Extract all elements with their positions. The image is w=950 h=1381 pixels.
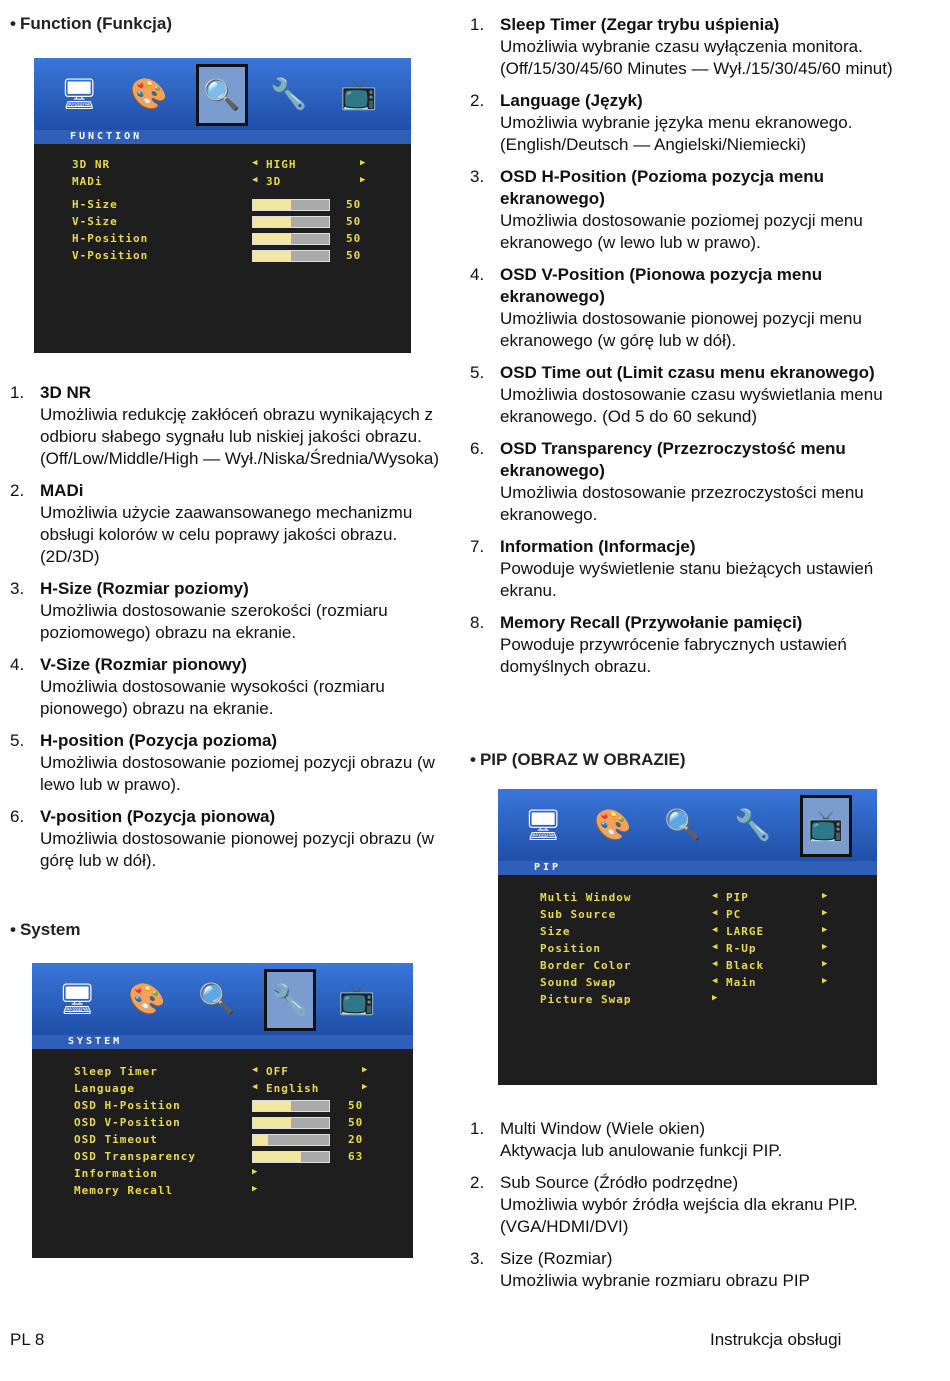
- list-item: [470, 1118, 920, 1162]
- item-title: Sub Source (Źródło podrzędne): [500, 1173, 739, 1192]
- arrow-right-icon: ▶: [822, 925, 829, 935]
- osd-link-label: Information: [74, 1167, 158, 1180]
- osd-row: [498, 976, 877, 990]
- arrow-left-icon: ◀: [252, 158, 259, 168]
- list-item: [10, 578, 440, 644]
- item-title: Memory Recall (Przywołanie pamięci): [500, 613, 803, 632]
- item-number: 1.: [470, 1119, 485, 1138]
- color-palette-icon: 🎨: [130, 77, 168, 111]
- osd-gauge-bar: [252, 216, 330, 228]
- item-number: 6.: [470, 439, 485, 458]
- osd-gauge-value: 50: [346, 198, 362, 211]
- item-number: 4.: [470, 265, 485, 284]
- item-number: 1.: [10, 383, 25, 402]
- arrow-left-icon: ◀: [712, 976, 719, 986]
- osd-pip-screenshot: [498, 789, 877, 1085]
- list-item: [470, 612, 920, 678]
- arrow-right-icon: ▶: [252, 1184, 259, 1194]
- item-number: 3.: [470, 1249, 485, 1268]
- osd-gauge-row: [34, 198, 411, 212]
- osd-gauge-row: [34, 249, 411, 263]
- osd-gauge-fill: [253, 234, 291, 244]
- item-title: Multi Window (Wiele okien): [500, 1119, 705, 1138]
- osd-gauge-label: H-Position: [72, 232, 149, 245]
- osd-gauge-fill: [253, 251, 291, 261]
- arrow-right-icon: ▶: [822, 942, 829, 952]
- osd-row: [498, 925, 877, 939]
- item-description: Umożliwia dostosowanie poziomej pozycji menu ekranowego (w lewo lub w prawo).: [500, 211, 863, 252]
- arrow-right-icon: ▶: [822, 891, 829, 901]
- item-title: Sleep Timer (Zegar trybu uśpienia): [500, 15, 780, 34]
- list-item: [470, 438, 920, 526]
- osd-row-value: English: [266, 1082, 320, 1095]
- tools-system-icon: 🔧: [734, 808, 772, 842]
- osd-row: [498, 891, 877, 905]
- arrow-right-icon: ▶: [360, 175, 367, 185]
- osd-gauge-fill: [253, 1152, 301, 1162]
- osd-gauge-label: H-Size: [72, 198, 118, 211]
- osd-row: [32, 1082, 413, 1096]
- pip-monitor-icon: 📺: [800, 795, 852, 857]
- osd-gauge-label: OSD V-Position: [74, 1116, 181, 1129]
- osd-gauge-value: 50: [346, 232, 362, 245]
- item-title: OSD H-Position (Pozioma pozycja menu ekranowego): [500, 167, 824, 208]
- osd-gauge-value: 50: [346, 215, 362, 228]
- osd-row-label: Sound Swap: [540, 976, 617, 989]
- osd-tab-bar: [32, 963, 413, 1035]
- item-title: Size (Rozmiar): [500, 1249, 613, 1268]
- osd-row-label: Border Color: [540, 959, 632, 972]
- osd-gauge-bar: [252, 199, 330, 211]
- arrow-left-icon: ◀: [712, 942, 719, 952]
- osd-link-label: Memory Recall: [74, 1184, 174, 1197]
- osd-tab-bar: [34, 58, 411, 130]
- item-number: 5.: [470, 363, 485, 382]
- osd-row-value: OFF: [266, 1065, 289, 1078]
- page-number: PL 8: [10, 1330, 45, 1349]
- item-title: 3D NR: [40, 383, 92, 402]
- osd-menu-title: FUNCTION: [34, 130, 411, 144]
- osd-row-label: Language: [74, 1082, 135, 1095]
- arrow-right-icon: ▶: [822, 908, 829, 918]
- osd-system-screenshot: [32, 963, 413, 1258]
- list-item: [10, 382, 440, 470]
- list-item: [470, 1172, 920, 1238]
- osd-link-row: [32, 1167, 413, 1181]
- osd-gauge-value: 50: [348, 1116, 364, 1129]
- osd-gauge-label: V-Position: [72, 249, 149, 262]
- osd-gauge-value: 63: [348, 1150, 364, 1163]
- arrow-left-icon: ◀: [712, 891, 719, 901]
- system-heading: • System: [10, 920, 81, 939]
- arrow-right-icon: ▶: [822, 959, 829, 969]
- item-description: Umożliwia dostosowanie przezroczystości menu ekranowego.: [500, 483, 864, 524]
- arrow-left-icon: ◀: [252, 1082, 259, 1092]
- magnifier-function-icon: 🔍: [198, 982, 236, 1016]
- osd-gauge-fill: [253, 200, 291, 210]
- osd-gauge-bar: [252, 1117, 330, 1129]
- item-description: Umożliwia wybranie języka menu ekranowego. (English/Deutsch — Angielski/Niemiecki): [500, 113, 853, 154]
- item-title: V-Size (Rozmiar pionowy): [40, 655, 247, 674]
- item-title: MADi: [40, 481, 84, 500]
- list-item: [470, 90, 920, 156]
- item-description: Umożliwia dostosowanie wysokości (rozmiaru pionowego) obrazu na ekranie.: [40, 677, 385, 718]
- list-item: [10, 480, 440, 568]
- item-description: Umożliwia dostosowanie poziomej pozycji obrazu (w lewo lub w prawo).: [40, 753, 435, 794]
- item-description: Umożliwia dostosowanie pionowej pozycji menu ekranowego (w górę lub w dół).: [500, 309, 862, 350]
- item-title: Information (Informacje): [500, 537, 696, 556]
- item-number: 1.: [470, 15, 485, 34]
- tools-system-icon: 🔧: [264, 969, 316, 1031]
- pip-heading: • PIP (OBRAZ W OBRAZIE): [470, 750, 686, 769]
- pip-monitor-icon: 📺: [338, 982, 376, 1016]
- item-number: 2.: [470, 91, 485, 110]
- osd-row: [34, 175, 411, 189]
- osd-gauge-bar: [252, 250, 330, 262]
- item-description: Umożliwia dostosowanie pionowej pozycji obrazu (w górę lub w dół).: [40, 829, 435, 870]
- arrow-left-icon: ◀: [252, 1065, 259, 1075]
- list-item: [470, 166, 920, 254]
- osd-row-label: Multi Window: [540, 891, 632, 904]
- osd-gauge-bar: [252, 1100, 330, 1112]
- osd-gauge-fill: [253, 1101, 291, 1111]
- osd-gauge-value: 50: [348, 1099, 364, 1112]
- osd-row-label: Size: [540, 925, 571, 938]
- monitor-picture-icon: 🖥: [57, 982, 97, 1016]
- osd-function-screenshot: [34, 58, 411, 353]
- item-description: Umożliwia wybór źródła wejścia dla ekranu PIP. (VGA/HDMI/DVI): [500, 1195, 858, 1236]
- magnifier-function-icon: 🔍: [664, 808, 702, 842]
- item-description: Umożliwia dostosowanie szerokości (rozmiaru poziomowego) obrazu na ekranie.: [40, 601, 388, 642]
- arrow-right-icon: ▶: [712, 993, 719, 1003]
- item-title: OSD Time out (Limit czasu menu ekranowego): [500, 363, 875, 382]
- item-description: Umożliwia użycie zaawansowanego mechanizmu obsługi kolorów w celu poprawy jakości obrazu. (2D/3D): [40, 503, 413, 566]
- osd-menu-title: SYSTEM: [32, 1035, 413, 1049]
- color-palette-icon: 🎨: [128, 982, 166, 1016]
- osd-row-label: MADi: [72, 175, 103, 188]
- list-item: [470, 536, 920, 602]
- item-description: Powoduje przywrócenie fabrycznych ustawień domyślnych obrazu.: [500, 635, 847, 676]
- item-title: OSD Transparency (Przezroczystość menu ekranowego): [500, 439, 846, 480]
- osd-row-label: Position: [540, 942, 601, 955]
- item-number: 3.: [10, 579, 25, 598]
- item-title: Language (Język): [500, 91, 643, 110]
- color-palette-icon: 🎨: [594, 808, 632, 842]
- osd-gauge-row: [34, 215, 411, 229]
- arrow-right-icon: ▶: [822, 976, 829, 986]
- osd-link-label: Picture Swap: [540, 993, 632, 1006]
- osd-link-row: [498, 993, 877, 1007]
- footer-title: Instrukcja obsługi: [710, 1330, 842, 1349]
- osd-gauge-label: V-Size: [72, 215, 118, 228]
- item-number: 5.: [10, 731, 25, 750]
- item-number: 8.: [470, 613, 485, 632]
- item-number: 2.: [470, 1173, 485, 1192]
- arrow-right-icon: ▶: [252, 1167, 259, 1177]
- item-description: Aktywacja lub anulowanie funkcji PIP.: [500, 1141, 783, 1160]
- item-title: V-position (Pozycja pionowa): [40, 807, 276, 826]
- arrow-left-icon: ◀: [712, 908, 719, 918]
- function-heading: • Function (Funkcja): [10, 14, 172, 33]
- osd-gauge-fill: [253, 217, 291, 227]
- osd-gauge-value: 50: [346, 249, 362, 262]
- osd-gauge-bar: [252, 1134, 330, 1146]
- item-title: H-position (Pozycja pozioma): [40, 731, 278, 750]
- pip-monitor-icon: 📺: [340, 77, 378, 111]
- osd-gauge-row: [32, 1150, 413, 1164]
- item-title: OSD V-Position (Pionowa pozycja menu ekranowego): [500, 265, 823, 306]
- osd-gauge-row: [32, 1133, 413, 1147]
- list-item: [10, 730, 440, 796]
- osd-row-value: PC: [726, 908, 742, 921]
- osd-gauge-fill: [253, 1135, 268, 1145]
- item-number: 6.: [10, 807, 25, 826]
- osd-gauge-row: [34, 232, 411, 246]
- item-description: Umożliwia wybranie czasu wyłączenia monitora. (Off/15/30/45/60 Minutes — Wył./15/30/45/60 minut): [500, 37, 893, 78]
- item-description: Umożliwia dostosowanie czasu wyświetlania menu ekranowego. (Od 5 do 60 sekund): [500, 385, 883, 426]
- osd-tab-bar: [498, 789, 877, 861]
- osd-gauge-value: 20: [348, 1133, 364, 1146]
- osd-gauge-bar: [252, 1151, 330, 1163]
- osd-row: [498, 959, 877, 973]
- list-item: [470, 14, 920, 80]
- osd-row-value: Black: [726, 959, 765, 972]
- osd-row-label: 3D NR: [72, 158, 111, 171]
- monitor-picture-icon: 🖥: [523, 808, 563, 842]
- arrow-left-icon: ◀: [712, 959, 719, 969]
- arrow-right-icon: ▶: [360, 158, 367, 168]
- osd-gauge-label: OSD Timeout: [74, 1133, 158, 1146]
- osd-row-value: PIP: [726, 891, 749, 904]
- list-item: [10, 654, 440, 720]
- item-number: 3.: [470, 167, 485, 186]
- tools-system-icon: 🔧: [270, 77, 308, 111]
- osd-gauge-bar: [252, 233, 330, 245]
- magnifier-function-icon: 🔍: [196, 64, 248, 126]
- osd-row-value: R-Up: [726, 942, 757, 955]
- list-item: [470, 264, 920, 352]
- function-item-list: [10, 382, 440, 882]
- arrow-left-icon: ◀: [712, 925, 719, 935]
- item-description: Powoduje wyświetlenie stanu bieżących ustawień ekranu.: [500, 559, 874, 600]
- arrow-left-icon: ◀: [252, 175, 259, 185]
- list-item: [10, 806, 440, 872]
- item-title: H-Size (Rozmiar poziomy): [40, 579, 249, 598]
- item-description: Umożliwia redukcję zakłóceń obrazu wynikających z odbioru słabego sygnału lub niskiej jakości obrazu. (Off/Low/Middle/High — Wył./Niska/Średnia/Wysoka): [40, 405, 440, 468]
- osd-row: [32, 1065, 413, 1079]
- osd-gauge-row: [32, 1116, 413, 1130]
- osd-row: [498, 908, 877, 922]
- arrow-right-icon: ▶: [362, 1065, 369, 1075]
- pip-item-list: [470, 1118, 920, 1302]
- osd-row: [34, 158, 411, 172]
- osd-row-value: LARGE: [726, 925, 765, 938]
- osd-row-label: Sleep Timer: [74, 1065, 158, 1078]
- list-item: [470, 362, 920, 428]
- osd-menu-title: PIP: [498, 861, 877, 875]
- osd-gauge-fill: [253, 1118, 291, 1128]
- system-item-list: [470, 14, 920, 688]
- osd-row: [498, 942, 877, 956]
- osd-link-row: [32, 1184, 413, 1198]
- list-item: [470, 1248, 920, 1292]
- osd-gauge-label: OSD Transparency: [74, 1150, 196, 1163]
- osd-row-value: 3D: [266, 175, 282, 188]
- item-number: 2.: [10, 481, 25, 500]
- osd-gauge-label: OSD H-Position: [74, 1099, 181, 1112]
- monitor-picture-icon: 🖥: [59, 77, 99, 111]
- osd-row-value: Main: [726, 976, 757, 989]
- arrow-right-icon: ▶: [362, 1082, 369, 1092]
- osd-row-label: Sub Source: [540, 908, 617, 921]
- osd-row-value: HIGH: [266, 158, 297, 171]
- item-description: Umożliwia wybranie rozmiaru obrazu PIP: [500, 1271, 810, 1290]
- item-number: 7.: [470, 537, 485, 556]
- osd-gauge-row: [32, 1099, 413, 1113]
- item-number: 4.: [10, 655, 25, 674]
